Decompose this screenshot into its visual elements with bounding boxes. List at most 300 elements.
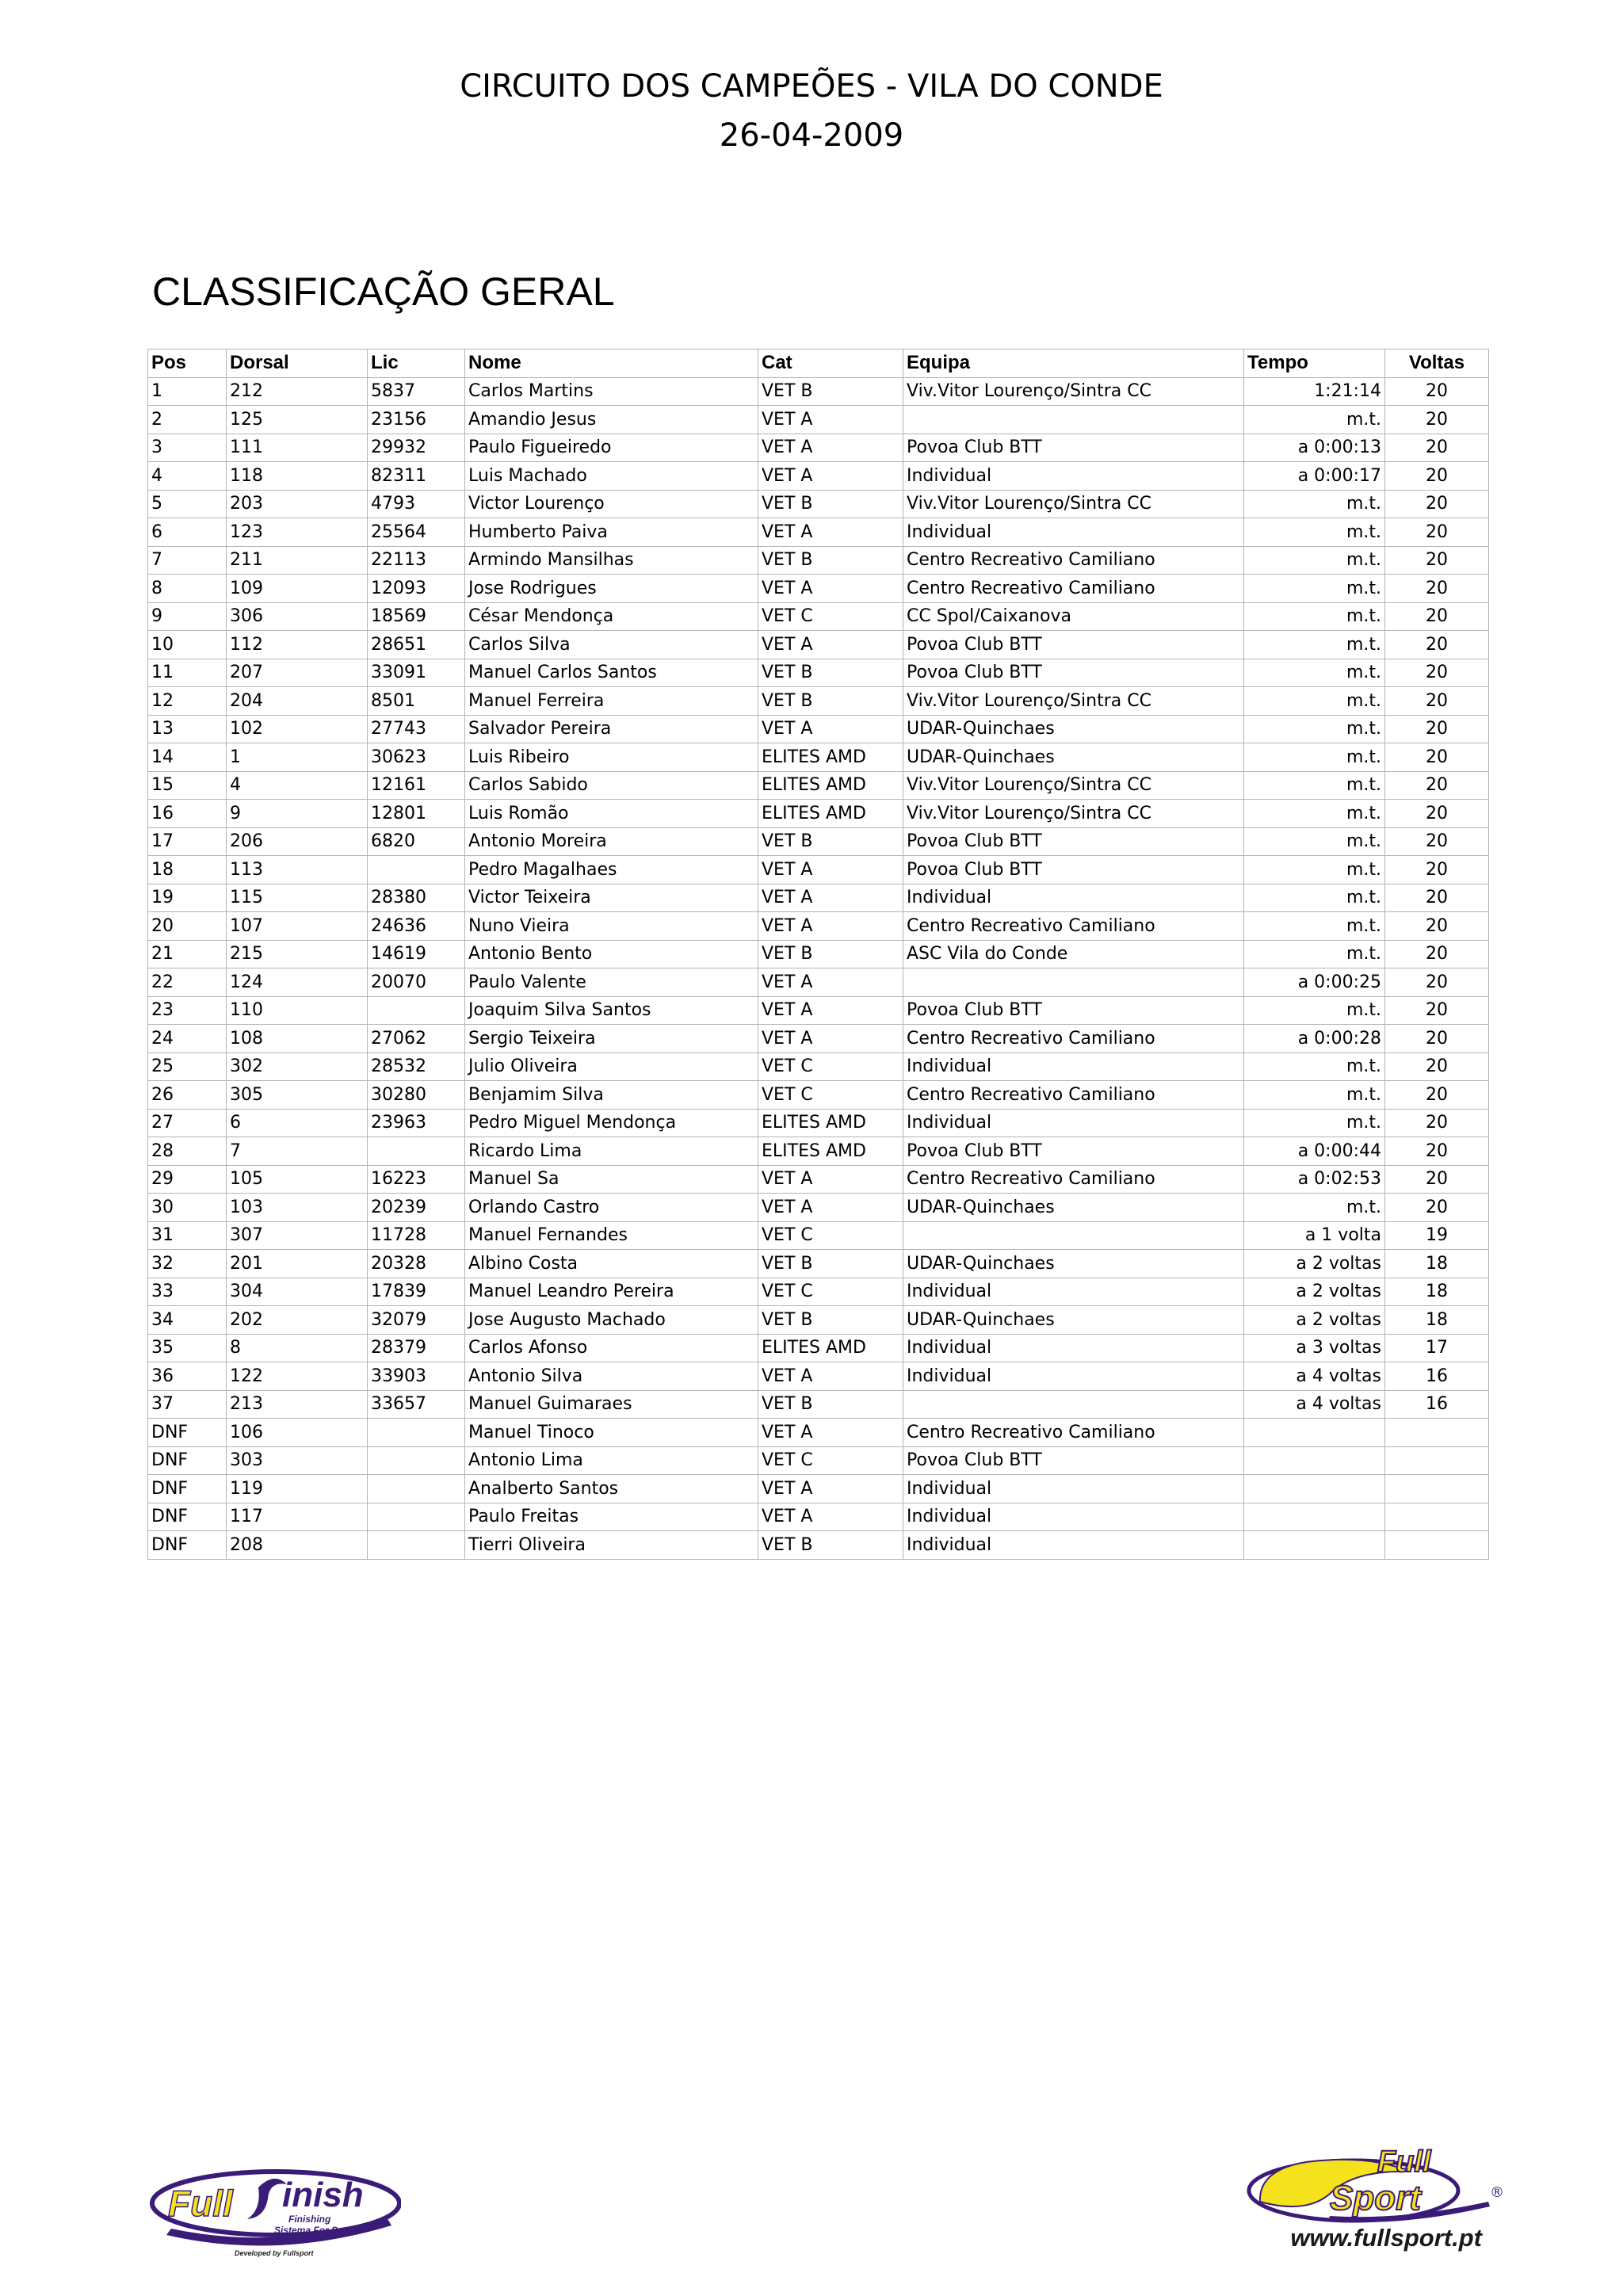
cell-dorsal: 202 xyxy=(227,1306,368,1335)
cell-lic: 33657 xyxy=(368,1390,465,1419)
col-header-nome: Nome xyxy=(465,350,758,378)
cell-pos: 7 xyxy=(148,546,227,575)
cell-pos: DNF xyxy=(148,1419,227,1447)
cell-dorsal: 201 xyxy=(227,1250,368,1278)
table-row xyxy=(148,1052,1489,1081)
cell-lic: 30280 xyxy=(368,1081,465,1110)
cell-dorsal: 110 xyxy=(227,996,368,1025)
cell-pos: 34 xyxy=(148,1306,227,1335)
cell-cat: VET A xyxy=(758,856,903,884)
col-header-dorsal: Dorsal xyxy=(227,350,368,378)
cell-lic: 11728 xyxy=(368,1221,465,1250)
cell-tempo: m.t. xyxy=(1244,1052,1385,1081)
cell-tempo: a 1 volta xyxy=(1244,1221,1385,1250)
cell-equipa: Centro Recreativo Camiliano xyxy=(903,1419,1244,1447)
cell-pos: 17 xyxy=(148,827,227,856)
cell-nome: Luis Ribeiro xyxy=(465,743,758,772)
cell-pos: 14 xyxy=(148,743,227,772)
table-row xyxy=(148,659,1489,687)
cell-cat: ELITES AMD xyxy=(758,1109,903,1137)
cell-nome: Antonio Lima xyxy=(465,1446,758,1475)
cell-dorsal: 211 xyxy=(227,546,368,575)
cell-cat: VET B xyxy=(758,659,903,687)
cell-equipa: UDAR-Quinchaes xyxy=(903,1250,1244,1278)
cell-dorsal: 302 xyxy=(227,1052,368,1081)
cell-tempo: m.t. xyxy=(1244,856,1385,884)
cell-tempo: m.t. xyxy=(1244,996,1385,1025)
table-row xyxy=(148,1446,1489,1475)
cell-equipa: Povoa Club BTT xyxy=(903,659,1244,687)
table-row xyxy=(148,377,1489,406)
cell-lic xyxy=(368,1419,465,1447)
cell-pos: DNF xyxy=(148,1503,227,1531)
cell-lic: 12093 xyxy=(368,575,465,603)
fullfinish-logo xyxy=(139,2156,401,2267)
table-row xyxy=(148,1025,1489,1053)
cell-equipa xyxy=(903,406,1244,434)
cell-nome: Paulo Figueiredo xyxy=(465,434,758,462)
cell-voltas: 20 xyxy=(1385,1025,1489,1053)
col-header-voltas: Voltas xyxy=(1385,350,1489,378)
cell-dorsal: 213 xyxy=(227,1390,368,1419)
cell-pos: 23 xyxy=(148,996,227,1025)
cell-voltas xyxy=(1385,1419,1489,1447)
cell-lic xyxy=(368,856,465,884)
table-row xyxy=(148,856,1489,884)
cell-dorsal: 105 xyxy=(227,1165,368,1194)
cell-nome: Paulo Valente xyxy=(465,968,758,997)
cell-nome: Humberto Paiva xyxy=(465,518,758,547)
cell-lic: 17839 xyxy=(368,1278,465,1306)
cell-cat: VET B xyxy=(758,1306,903,1335)
cell-equipa: Viv.Vitor Lourenço/Sintra CC xyxy=(903,377,1244,406)
results-body xyxy=(148,377,1489,1559)
cell-equipa: UDAR-Quinchaes xyxy=(903,743,1244,772)
cell-lic xyxy=(368,1531,465,1560)
registered-mark: ® xyxy=(1490,2184,1504,2201)
cell-cat: VET B xyxy=(758,490,903,518)
cell-lic: 5837 xyxy=(368,377,465,406)
cell-lic: 20328 xyxy=(368,1250,465,1278)
cell-voltas: 17 xyxy=(1385,1334,1489,1362)
cell-lic: 28379 xyxy=(368,1334,465,1362)
table-row xyxy=(148,996,1489,1025)
results-table xyxy=(147,349,1489,1560)
cell-tempo: m.t. xyxy=(1244,687,1385,716)
cell-pos: 1 xyxy=(148,377,227,406)
cell-voltas: 16 xyxy=(1385,1390,1489,1419)
cell-dorsal: 206 xyxy=(227,827,368,856)
cell-nome: Manuel Carlos Santos xyxy=(465,659,758,687)
cell-tempo xyxy=(1244,1419,1385,1447)
table-row xyxy=(148,406,1489,434)
cell-equipa: Povoa Club BTT xyxy=(903,827,1244,856)
cell-cat: VET A xyxy=(758,996,903,1025)
cell-equipa: UDAR-Quinchaes xyxy=(903,715,1244,743)
cell-lic: 27062 xyxy=(368,1025,465,1053)
cell-nome: Carlos Afonso xyxy=(465,1334,758,1362)
cell-lic: 18569 xyxy=(368,602,465,631)
table-row xyxy=(148,1306,1489,1335)
cell-pos: 31 xyxy=(148,1221,227,1250)
cell-tempo: m.t. xyxy=(1244,518,1385,547)
cell-cat: VET B xyxy=(758,1531,903,1560)
cell-tempo: a 2 voltas xyxy=(1244,1250,1385,1278)
cell-dorsal: 208 xyxy=(227,1531,368,1560)
cell-equipa: ASC Vila do Conde xyxy=(903,940,1244,968)
table-row xyxy=(148,1194,1489,1222)
cell-voltas xyxy=(1385,1475,1489,1503)
cell-voltas: 20 xyxy=(1385,884,1489,912)
cell-nome: Antonio Silva xyxy=(465,1362,758,1391)
cell-dorsal: 123 xyxy=(227,518,368,547)
cell-dorsal: 207 xyxy=(227,659,368,687)
cell-equipa: Povoa Club BTT xyxy=(903,1446,1244,1475)
cell-lic: 28380 xyxy=(368,884,465,912)
logo-left-credit: Developed by Fullsport xyxy=(235,2249,314,2257)
table-row xyxy=(148,518,1489,547)
cell-pos: 33 xyxy=(148,1278,227,1306)
cell-pos: 12 xyxy=(148,687,227,716)
cell-cat: VET A xyxy=(758,912,903,941)
cell-voltas: 20 xyxy=(1385,1165,1489,1194)
col-header-tempo: Tempo xyxy=(1244,350,1385,378)
cell-lic: 33091 xyxy=(368,659,465,687)
cell-lic: 22113 xyxy=(368,546,465,575)
cell-nome: Carlos Sabido xyxy=(465,771,758,800)
cell-dorsal: 307 xyxy=(227,1221,368,1250)
table-row xyxy=(148,800,1489,828)
table-row xyxy=(148,1165,1489,1194)
cell-dorsal: 212 xyxy=(227,377,368,406)
cell-tempo: m.t. xyxy=(1244,490,1385,518)
cell-pos: 19 xyxy=(148,884,227,912)
cell-cat: VET C xyxy=(758,1221,903,1250)
cell-dorsal: 8 xyxy=(227,1334,368,1362)
cell-voltas: 20 xyxy=(1385,518,1489,547)
table-row xyxy=(148,462,1489,491)
cell-cat: ELITES AMD xyxy=(758,1137,903,1166)
event-title: CIRCUITO DOS CAMPEÕES - VILA DO CONDE xyxy=(460,68,1163,105)
cell-lic: 16223 xyxy=(368,1165,465,1194)
cell-lic xyxy=(368,1475,465,1503)
cell-lic: 12801 xyxy=(368,800,465,828)
cell-voltas: 20 xyxy=(1385,602,1489,631)
cell-nome: Paulo Freitas xyxy=(465,1503,758,1531)
cell-equipa: Individual xyxy=(903,1052,1244,1081)
cell-tempo: m.t. xyxy=(1244,940,1385,968)
cell-nome: Ricardo Lima xyxy=(465,1137,758,1166)
cell-pos: 2 xyxy=(148,406,227,434)
cell-cat: VET A xyxy=(758,631,903,659)
event-date: 26-04-2009 xyxy=(719,117,904,154)
cell-voltas: 20 xyxy=(1385,1109,1489,1137)
cell-pos: 6 xyxy=(148,518,227,547)
cell-lic: 28532 xyxy=(368,1052,465,1081)
cell-lic xyxy=(368,996,465,1025)
cell-tempo: m.t. xyxy=(1244,659,1385,687)
cell-dorsal: 107 xyxy=(227,912,368,941)
cell-pos: 29 xyxy=(148,1165,227,1194)
cell-tempo: a 4 voltas xyxy=(1244,1390,1385,1419)
cell-equipa: Viv.Vitor Lourenço/Sintra CC xyxy=(903,771,1244,800)
cell-cat: VET A xyxy=(758,1025,903,1053)
cell-tempo: m.t. xyxy=(1244,406,1385,434)
cell-tempo: a 2 voltas xyxy=(1244,1306,1385,1335)
cell-nome: Luis Romão xyxy=(465,800,758,828)
cell-cat: VET A xyxy=(758,1419,903,1447)
cell-voltas: 20 xyxy=(1385,743,1489,772)
table-row xyxy=(148,490,1489,518)
cell-lic: 8501 xyxy=(368,687,465,716)
table-row xyxy=(148,884,1489,912)
table-row xyxy=(148,1419,1489,1447)
cell-lic: 32079 xyxy=(368,1306,465,1335)
table-row xyxy=(148,940,1489,968)
cell-voltas: 20 xyxy=(1385,1081,1489,1110)
cell-dorsal: 106 xyxy=(227,1419,368,1447)
cell-nome: Joaquim Silva Santos xyxy=(465,996,758,1025)
cell-lic: 23963 xyxy=(368,1109,465,1137)
cell-nome: Manuel Sa xyxy=(465,1165,758,1194)
cell-nome: Victor Teixeira xyxy=(465,884,758,912)
cell-pos: 35 xyxy=(148,1334,227,1362)
cell-cat: VET B xyxy=(758,687,903,716)
cell-dorsal: 103 xyxy=(227,1194,368,1222)
table-row xyxy=(148,743,1489,772)
cell-dorsal: 7 xyxy=(227,1137,368,1166)
cell-pos: 27 xyxy=(148,1109,227,1137)
cell-dorsal: 305 xyxy=(227,1081,368,1110)
cell-dorsal: 102 xyxy=(227,715,368,743)
cell-equipa: Individual xyxy=(903,1503,1244,1531)
table-row xyxy=(148,434,1489,462)
cell-lic: 33903 xyxy=(368,1362,465,1391)
logo-right-full: Full xyxy=(1377,2145,1431,2179)
cell-lic: 20070 xyxy=(368,968,465,997)
cell-nome: Carlos Martins xyxy=(465,377,758,406)
table-row xyxy=(148,1081,1489,1110)
document-title xyxy=(0,62,1623,160)
cell-pos: 32 xyxy=(148,1250,227,1278)
cell-cat: VET B xyxy=(758,827,903,856)
cell-pos: 30 xyxy=(148,1194,227,1222)
cell-voltas: 20 xyxy=(1385,940,1489,968)
cell-equipa: Viv.Vitor Lourenço/Sintra CC xyxy=(903,687,1244,716)
cell-voltas xyxy=(1385,1446,1489,1475)
cell-nome: Salvador Pereira xyxy=(465,715,758,743)
cell-pos: 28 xyxy=(148,1137,227,1166)
cell-voltas: 20 xyxy=(1385,827,1489,856)
cell-cat: VET B xyxy=(758,377,903,406)
cell-lic: 27743 xyxy=(368,715,465,743)
cell-equipa: Povoa Club BTT xyxy=(903,1137,1244,1166)
cell-tempo: a 4 voltas xyxy=(1244,1362,1385,1391)
cell-equipa xyxy=(903,1221,1244,1250)
cell-equipa: Individual xyxy=(903,518,1244,547)
table-row xyxy=(148,968,1489,997)
table-row xyxy=(148,1531,1489,1560)
cell-cat: ELITES AMD xyxy=(758,743,903,772)
cell-dorsal: 304 xyxy=(227,1278,368,1306)
table-row xyxy=(148,1503,1489,1531)
cell-dorsal: 203 xyxy=(227,490,368,518)
cell-equipa: Centro Recreativo Camiliano xyxy=(903,912,1244,941)
cell-nome: Manuel Fernandes xyxy=(465,1221,758,1250)
table-row xyxy=(148,1221,1489,1250)
table-row xyxy=(148,546,1489,575)
cell-voltas: 20 xyxy=(1385,434,1489,462)
logo-left-f-swirl xyxy=(247,2179,287,2219)
cell-cat: VET B xyxy=(758,1250,903,1278)
table-row xyxy=(148,1390,1489,1419)
cell-nome: Carlos Silva xyxy=(465,631,758,659)
cell-cat: VET C xyxy=(758,602,903,631)
cell-tempo xyxy=(1244,1503,1385,1531)
cell-lic: 6820 xyxy=(368,827,465,856)
cell-equipa: Viv.Vitor Lourenço/Sintra CC xyxy=(903,490,1244,518)
cell-pos: 15 xyxy=(148,771,227,800)
cell-pos: 16 xyxy=(148,800,227,828)
cell-pos: 24 xyxy=(148,1025,227,1053)
cell-lic: 20239 xyxy=(368,1194,465,1222)
cell-cat: VET A xyxy=(758,462,903,491)
cell-pos: 25 xyxy=(148,1052,227,1081)
cell-nome: Luis Machado xyxy=(465,462,758,491)
cell-equipa xyxy=(903,1390,1244,1419)
cell-pos: 11 xyxy=(148,659,227,687)
cell-cat: VET A xyxy=(758,884,903,912)
cell-pos: 37 xyxy=(148,1390,227,1419)
cell-cat: VET C xyxy=(758,1052,903,1081)
cell-nome: Manuel Leandro Pereira xyxy=(465,1278,758,1306)
cell-cat: VET A xyxy=(758,434,903,462)
cell-equipa: Individual xyxy=(903,1278,1244,1306)
cell-pos: 20 xyxy=(148,912,227,941)
table-row xyxy=(148,912,1489,941)
cell-lic: 30623 xyxy=(368,743,465,772)
cell-equipa: Povoa Club BTT xyxy=(903,856,1244,884)
cell-lic: 29932 xyxy=(368,434,465,462)
cell-nome: Armindo Mansilhas xyxy=(465,546,758,575)
col-header-cat: Cat xyxy=(758,350,903,378)
cell-lic: 23156 xyxy=(368,406,465,434)
cell-lic: 24636 xyxy=(368,912,465,941)
cell-cat: VET A xyxy=(758,968,903,997)
table-row xyxy=(148,827,1489,856)
cell-equipa: Individual xyxy=(903,884,1244,912)
fullsport-url: www.fullsport.pt xyxy=(1290,2224,1482,2252)
table-row xyxy=(148,1137,1489,1166)
cell-equipa: Individual xyxy=(903,1334,1244,1362)
cell-cat: VET A xyxy=(758,1194,903,1222)
cell-cat: VET B xyxy=(758,546,903,575)
cell-tempo: m.t. xyxy=(1244,1109,1385,1137)
cell-nome: Antonio Bento xyxy=(465,940,758,968)
cell-cat: VET A xyxy=(758,1475,903,1503)
cell-nome: Manuel Ferreira xyxy=(465,687,758,716)
cell-lic: 4793 xyxy=(368,490,465,518)
cell-nome: Julio Oliveira xyxy=(465,1052,758,1081)
cell-nome: Analberto Santos xyxy=(465,1475,758,1503)
cell-equipa: Individual xyxy=(903,1109,1244,1137)
table-row xyxy=(148,1475,1489,1503)
cell-voltas: 19 xyxy=(1385,1221,1489,1250)
cell-nome: César Mendonça xyxy=(465,602,758,631)
cell-dorsal: 117 xyxy=(227,1503,368,1531)
cell-pos: 36 xyxy=(148,1362,227,1391)
cell-voltas: 16 xyxy=(1385,1362,1489,1391)
cell-nome: Antonio Moreira xyxy=(465,827,758,856)
cell-pos: 3 xyxy=(148,434,227,462)
cell-tempo: m.t. xyxy=(1244,884,1385,912)
cell-dorsal: 108 xyxy=(227,1025,368,1053)
cell-equipa: Povoa Club BTT xyxy=(903,631,1244,659)
cell-equipa: UDAR-Quinchaes xyxy=(903,1306,1244,1335)
cell-tempo: m.t. xyxy=(1244,912,1385,941)
cell-tempo: m.t. xyxy=(1244,743,1385,772)
table-row xyxy=(148,1334,1489,1362)
logo-left-full: Full xyxy=(168,2183,233,2224)
table-row xyxy=(148,1109,1489,1137)
cell-voltas: 20 xyxy=(1385,968,1489,997)
cell-pos: 22 xyxy=(148,968,227,997)
cell-equipa: Individual xyxy=(903,462,1244,491)
cell-lic xyxy=(368,1503,465,1531)
cell-tempo: m.t. xyxy=(1244,546,1385,575)
cell-dorsal: 118 xyxy=(227,462,368,491)
cell-dorsal: 1 xyxy=(227,743,368,772)
cell-tempo: m.t. xyxy=(1244,1081,1385,1110)
cell-cat: VET A xyxy=(758,1503,903,1531)
cell-tempo: m.t. xyxy=(1244,602,1385,631)
cell-dorsal: 4 xyxy=(227,771,368,800)
cell-voltas: 18 xyxy=(1385,1278,1489,1306)
cell-lic: 12161 xyxy=(368,771,465,800)
cell-cat: VET A xyxy=(758,1362,903,1391)
col-header-lic: Lic xyxy=(368,350,465,378)
cell-nome: Tierri Oliveira xyxy=(465,1531,758,1560)
cell-cat: VET A xyxy=(758,1165,903,1194)
cell-voltas: 20 xyxy=(1385,1137,1489,1166)
cell-tempo: m.t. xyxy=(1244,1194,1385,1222)
table-header-row xyxy=(148,350,1489,378)
table-row xyxy=(148,771,1489,800)
cell-cat: VET A xyxy=(758,715,903,743)
cell-voltas xyxy=(1385,1503,1489,1531)
cell-nome: Pedro Miguel Mendonça xyxy=(465,1109,758,1137)
cell-tempo: m.t. xyxy=(1244,631,1385,659)
cell-dorsal: 119 xyxy=(227,1475,368,1503)
cell-dorsal: 109 xyxy=(227,575,368,603)
cell-equipa: UDAR-Quinchaes xyxy=(903,1194,1244,1222)
cell-pos: DNF xyxy=(148,1475,227,1503)
cell-tempo xyxy=(1244,1446,1385,1475)
cell-tempo: a 0:00:13 xyxy=(1244,434,1385,462)
cell-voltas: 20 xyxy=(1385,631,1489,659)
table-row xyxy=(148,715,1489,743)
cell-voltas: 20 xyxy=(1385,996,1489,1025)
cell-tempo: 1:21:14 xyxy=(1244,377,1385,406)
cell-lic: 82311 xyxy=(368,462,465,491)
cell-dorsal: 6 xyxy=(227,1109,368,1137)
cell-tempo: a 3 voltas xyxy=(1244,1334,1385,1362)
cell-cat: VET C xyxy=(758,1081,903,1110)
cell-equipa: Povoa Club BTT xyxy=(903,434,1244,462)
cell-nome: Manuel Guimaraes xyxy=(465,1390,758,1419)
cell-equipa: Individual xyxy=(903,1531,1244,1560)
cell-lic xyxy=(368,1137,465,1166)
